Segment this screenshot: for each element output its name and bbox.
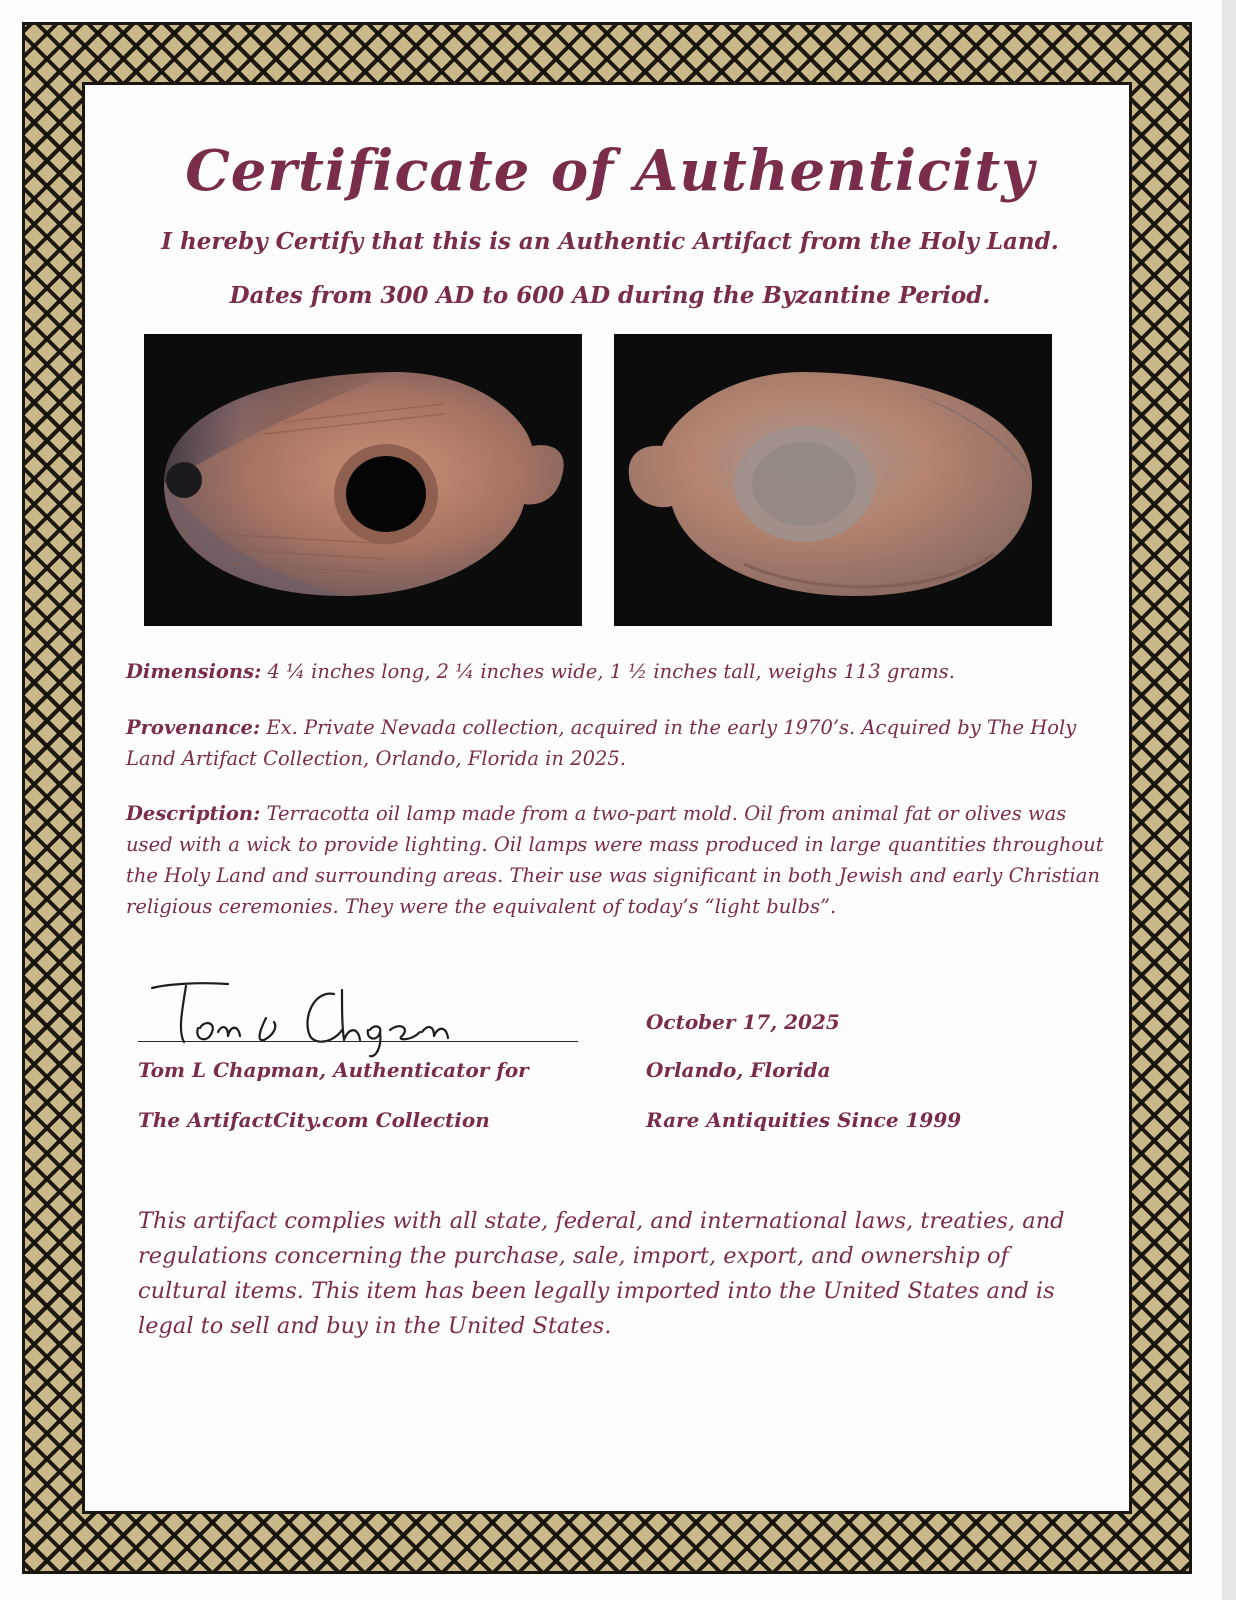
dimensions-label: Dimensions: — [126, 660, 262, 683]
description-value: Terracotta oil lamp made from a two-part mold. Oil from animal fat or olives was used with a wick to provide lighting. Oil lamps were mass produced in large quantities throughout the Holy Land and surrounding areas. Their use was significant in both Jewish and early Christian religious ceremonies. They were the equivalent of today’s “light bulbs”. — [126, 802, 1104, 918]
description-label: Description: — [126, 802, 261, 825]
company-tagline: Rare Antiquities Since 1999 — [646, 1108, 962, 1132]
issue-date: October 17, 2025 — [646, 1010, 840, 1034]
provenance-label: Provenance: — [126, 716, 261, 739]
authenticator-name: Tom L Chapman, Authenticator for — [138, 1058, 529, 1082]
certificate-title: Certificate of Authenticity — [185, 138, 1035, 204]
dimensions-value: 4 ¼ inches long, 2 ¼ inches wide, 1 ½ inches tall, weighs 113 grams. — [261, 660, 956, 683]
provenance-value: Ex. Private Nevada collection, acquired in the early 1970’s. Acquired by The Holy Land Artifact Collection, Orlando, Florida in 2025. — [126, 716, 1077, 770]
dimensions-line — [126, 656, 1116, 687]
scan-edge — [1222, 0, 1236, 1600]
artifact-photo-top — [144, 334, 582, 626]
issue-location: Orlando, Florida — [646, 1058, 831, 1082]
period-statement: Dates from 300 AD to 600 AD during the Byzantine Period. — [229, 282, 991, 309]
signature-line — [138, 1041, 578, 1042]
legal-compliance-statement: This artifact complies with all state, federal, and international laws, treaties, and regulations concerning the purchase, sale, import, export, and ownership of cultural items. This item has been legally imported into the United States and is legal to sell and buy in the United States. — [138, 1208, 1065, 1339]
authenticator-organization: The ArtifactCity.com Collection — [138, 1108, 490, 1132]
provenance-paragraph — [126, 712, 1116, 774]
handwritten-signature — [138, 970, 498, 1060]
description-paragraph — [126, 798, 1116, 922]
certification-statement: I hereby Certify that this is an Authentic Artifact from the Holy Land. — [161, 228, 1059, 255]
artifact-photo-bottom — [614, 334, 1052, 626]
